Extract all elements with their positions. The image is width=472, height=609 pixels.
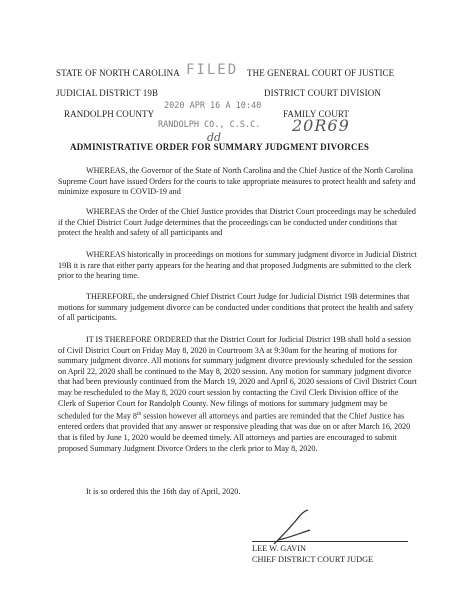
signature-mark xyxy=(268,508,316,548)
division-label: DISTRICT COURT DIVISION xyxy=(264,88,381,98)
signature-line xyxy=(252,541,408,542)
case-number-handwritten: 20R69 xyxy=(292,116,350,135)
document-title: ADMINISTRATIVE ORDER FOR SUMMARY JUDGMENT DIVORCES xyxy=(70,142,370,152)
therefore-paragraph: THEREFORE, the undersigned Chief District Court Judge for Judicial District 19B determines that motions for summary judgement divorce can be conducted under conditions that protect the health and safety of all participants. xyxy=(58,292,414,323)
whereas-paragraph-1: WHEREAS, the Governor of the State of North Carolina and the Chief Justice of the North Carolina Supreme Court have issued Orders for the courts to take appropriate measures to protect health and safety and minimize exposure to COVID-19 and xyxy=(58,166,416,197)
whereas-paragraph-2: WHEREAS the Order of the Chief Justice provides that District Court proceedings may be scheduled if the Chief District Court Judge determines that the proceedings can be conducted under conditions that protect the health and safety of all participants and xyxy=(58,207,416,238)
state-label: STATE OF NORTH CAROLINA xyxy=(56,68,180,78)
order-text-part1: IT IS THEREFORE ORDERED that the District Court for Judicial District 19B shall hold a session of Civil District Court on Friday May 8, 2020 in Courtroom 3A at 9:30am for the hearing of motions for summary judgment divorce. All motions for summary judgment divorce previously scheduled for the session on April 22, 2020 shall be continued to the May 8, 2020 session. Any motion for summary judgment divorce that had been previously continued from the March 19, 2020 and April 6, 2020 sessions of Civil District Court may be rescheduled to the May 8, 2020 court session by contacting the Civil Clerk Division office of the Clerk of Superior Court for Randolph County. New filings of motions for summary judgment may be scheduled for the May 8 xyxy=(58,335,417,421)
judge-title: CHIEF DISTRICT COURT JUDGE xyxy=(252,555,374,564)
court-label: THE GENERAL COURT OF JUSTICE xyxy=(247,68,395,78)
clerk-initials: dd xyxy=(207,131,222,144)
whereas-paragraph-3: WHEREAS historically in proceedings on motions for summary judgment divorce in Judicial District 19B it is rare that either party appears for the hearing and that proposed Judgments are submitted to the clerk prior to the hearing time. xyxy=(58,250,417,281)
order-text-superscript: th xyxy=(136,411,142,418)
family-court-label: FAMILY COURT xyxy=(283,109,350,119)
order-text-part2: session however all attorneys and parties are reminded that the Chief Justice has entered orders that provided that any answer or responsive pleading that was due on or after March 16, 2020 that is filed by June 1, 2020 would be deemed timely. All attorneys and parties are encouraged to submit proposed Summary Judgment Divorce Orders to the clerk prior to May 8, 2020. xyxy=(58,411,411,453)
filed-date-stamp: 2020 APR 16 A 10:40 xyxy=(164,101,262,111)
clerk-office-stamp: RANDOLPH CO., C.S.C. xyxy=(158,120,261,130)
filed-stamp: FILED xyxy=(186,62,239,78)
judge-name: LEE W. GAVIN xyxy=(252,544,307,553)
county-label: RANDOLPH COUNTY xyxy=(64,109,155,119)
closing-paragraph: It is so ordered this the 16th day of April, 2020. xyxy=(86,487,241,496)
judicial-district-label: JUDICIAL DISTRICT 19B xyxy=(56,88,159,98)
order-paragraph xyxy=(58,335,418,454)
